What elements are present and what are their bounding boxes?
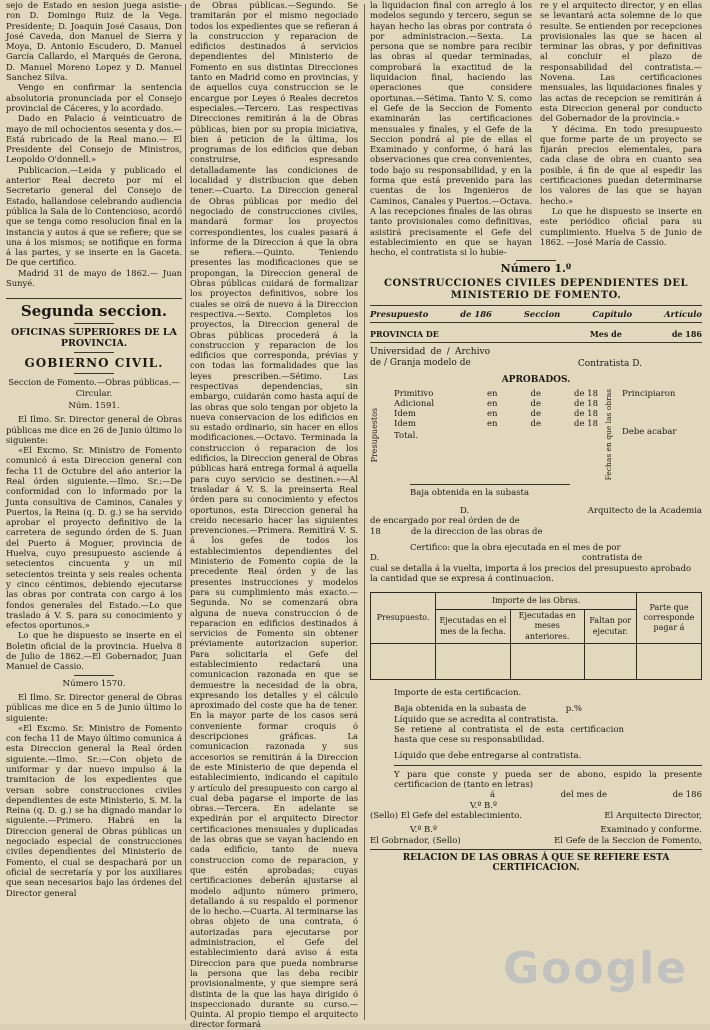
cual-text: cual se detalla á la vuelta, importa á los precios del presupuesto aprobado <box>370 563 692 574</box>
subsection-heading: Seccion de Fomento.—Obras públicas.—Circular. <box>8 377 180 398</box>
contratista-row <box>370 553 702 563</box>
paragraph: sejo de Estado en sesion juega asistie-ron D. Domingo Ruiz de la Vega. Presidente; D. Joaquin José Casaus, Don José Caveda, don Manuel de Sierra y Moya, D. Antonio Escudero, D. Manuel García Callardo, el Marqués de Gerona, D. Manuel Moreno Lopez y D. Manuel Sanchez Silva. <box>6 0 182 83</box>
paragraph: «El Excmo. Sr. Ministro de Fomento comunicó á esta Direccion general con fecha 11 de Octubre del año anterior la Real órden siguiente.—Ilmo. Sr.:—De conformidad con lo informado por la Junta consultiva de Caminos, Canales y Puertos, la Reina (q. D. g.) se ha servido aprobar el proyecto definitivo de la carretera de segundo órden de S. Juan del Puerto á Moguer, provincia de Huelva, cuyo presupuesto asciende á setecientos cincuenta y un mil setecientos treinta y seis reales ochenta y cinco céntimos, debiendo ejecutarse las obras por contrata con cargo á los fondos generales del Estado.—Lo que traslado á V. S. para su conocimiento y efectos oportunos.» <box>6 445 182 631</box>
debe-acabar-label: Debe acabar <box>622 427 677 438</box>
row-label: Adicional <box>394 399 435 410</box>
row-en: en <box>487 409 498 420</box>
percent-label: p.% <box>565 704 582 715</box>
row-label: Idem <box>394 409 416 420</box>
label-presupuesto: Presupuesto <box>370 308 429 319</box>
architect-label: Arquitecto de la Academia <box>587 506 702 517</box>
section-title: Segunda seccion. <box>20 302 168 321</box>
approved-row <box>394 389 598 399</box>
contratista-label: contratista de <box>581 553 642 564</box>
signature-row-3 <box>370 836 702 846</box>
gefe-label: (Sello) El Gefe del establecimiento. <box>370 810 522 821</box>
paragraph: Vengo en confirmar la sentencia absolutoria pronunciada por el Consejo provincial de Cáceres, y lo acordado. <box>6 82 182 113</box>
divider <box>370 342 702 343</box>
certifico-text: Certifico: que la obra ejecutada en el mes de por <box>410 542 621 553</box>
row-year: de 18 <box>574 399 598 410</box>
approved-row <box>394 409 598 419</box>
row-de: de <box>530 399 541 410</box>
row-de: de <box>530 419 541 430</box>
retiene-label: Se retiene al contratista el de esta certificacion hasta que cese su responsabilidad. <box>394 724 624 746</box>
row-en: en <box>487 399 498 410</box>
year-label: de 186 <box>672 790 702 801</box>
table-cell <box>436 643 511 679</box>
baja-obtenida-label: Baja obtenida en la subasta de <box>394 704 527 715</box>
a-label: á <box>490 790 496 801</box>
principiaron-label: Principiaron <box>622 389 676 400</box>
relacion-heading: RELACION DE LAS OBRAS Á QUE SE REFIERE ESTA CERTIFICACION. <box>402 852 670 874</box>
approved-heading: APROBADOS. <box>501 375 571 386</box>
approved-block <box>370 389 702 480</box>
row-year: de 18 <box>574 389 598 400</box>
table-row <box>371 643 702 679</box>
institution-label: Universidad de / Archivo de / Granja modelo de <box>370 347 490 369</box>
liquido-label: Líquido que se acredita al contratista. <box>394 714 559 725</box>
vertical-label-presupuestos: Presupuestos <box>370 407 379 463</box>
divider <box>370 305 702 306</box>
contratista-label: Contratista D. <box>577 358 642 369</box>
paragraph: Lo que he dispuesto se inserte en este periódico oficial para su cumplimiento. Huelva 5 de Junio de 1862. —José María de Cassio. <box>540 205 702 247</box>
column-divider <box>364 4 365 1020</box>
encargado-row <box>370 516 702 526</box>
baja-row <box>370 704 702 714</box>
signature-row-2 <box>370 825 702 835</box>
table-header: Presupuesto. <box>371 593 436 644</box>
notice-number: Núm. 1591. <box>68 400 120 411</box>
label-year: de 186 <box>671 329 702 340</box>
form-institution-row <box>370 347 702 369</box>
divider <box>74 675 114 676</box>
paragraph: «El Excmo. Sr. Ministro de Fomento con fecha 11 de Mayo último comunica á esta Direccion general la Real órden siguiente.—Ilmo. Sr.:—Con objeto de uniformar y dar nuevo impulso á la tramitacion de los expedientes que versan sobre construcciones civiles dependientes de este Ministerio, S. M. la Reina (q. D. g.) se ha dignado mandar lo siguiente.—Primero. Habrá en la Direccion general de Obras públicas un negociado especial de construcciones civiles dependientes del Ministerio de Fomento, el cual se despachará por un oficial de secretaría y por los auxiliares que sean necesarios bajo las órdenes del Director general <box>6 722 182 898</box>
direccion-label: de la direccion de las obras de <box>410 526 543 537</box>
form-title: CONSTRUCCIONES CIVILES DEPENDIENTES DEL MINISTERIO DE FOMENTO. <box>384 277 688 301</box>
importe-label: Importe de esta certificacion. <box>394 687 522 698</box>
label-mes: Mes de <box>589 329 622 340</box>
direccion-row <box>370 527 702 537</box>
paraconste-text: Y para que conste y pueda ser de abono, espido la presente certificacion de (tanto en letras) <box>394 769 702 791</box>
column-1 <box>6 0 182 1024</box>
d-label: D. <box>460 506 470 517</box>
row-de: de <box>530 409 541 420</box>
vertical-label-fechas: Fechas en que las obras <box>604 389 613 481</box>
liquido2-label: Líquido que debe entregarse al contratista. <box>394 751 582 762</box>
approved-row <box>394 399 598 409</box>
divider <box>74 323 114 324</box>
table-header: Ejecutadas en el mes de la fecha. <box>436 610 511 644</box>
label-seccion: Seccion <box>523 308 561 319</box>
signature-row <box>370 811 702 821</box>
examinado-label: Examinado y conforme. <box>600 825 702 836</box>
amounts-table <box>370 592 702 680</box>
architect-director-label: El Arquitecto Director, <box>604 810 702 821</box>
notice-number: Número 1570. <box>62 678 126 689</box>
column-divider <box>185 4 186 1020</box>
table-header: Ejecutadas en meses anteriores. <box>510 610 584 644</box>
label-provincia: PROVINCIA DE <box>370 329 439 340</box>
watermark-logo: Google <box>503 943 688 994</box>
paragraph: Publicacion.—Leida y publicado el anterior Real decreto por mí el Secretario general del Consejo de Estado, hallandose celebrando audiencia pública la Sala de lo Contencioso, acordó que se tenga como resolucion final en la instancia y autos á que se refiere; que se una á los mismos; se notifique en forma á las partes, y se inserte en la Gaceta. De que certifico. <box>6 164 182 268</box>
paragraph: Dado en Palacio á veinticuatro de mayo de mil ochocientos sesenta y dos.—Está rubricado de la Real mano.— El Presidente del Consejo de Ministros, Leopoldo O'donnell.» <box>6 113 182 165</box>
table-cell <box>584 643 636 679</box>
baja-label: Baja obtenida en la subasta <box>410 487 530 498</box>
table-row <box>371 593 702 610</box>
paragraph: Y décima. En todo presupuesto que forme parte de un proyecto se fijarán precios elementales, para cada clase de obra en cuanto sea posible, á fin de que al espedir las certificaciones puedan determinarse los valores de las que se hayan hecho.» <box>540 123 702 206</box>
row-en: en <box>487 419 498 430</box>
column-2 <box>190 0 358 1030</box>
column-3-right-text <box>540 0 702 257</box>
row-en: en <box>487 389 498 400</box>
paragraph: El Ilmo. Sr. Director general de Obras públicas me dice en 26 de Junio último lo siguiente: <box>6 414 182 445</box>
table-cell <box>371 643 436 679</box>
table-title: Importe de las Obras. <box>436 593 637 610</box>
table-header: Faltan por ejecutar. <box>584 610 636 644</box>
row-label: Idem <box>394 419 416 430</box>
approved-rows <box>384 389 598 480</box>
vb2-label: V.º B.º <box>410 825 437 836</box>
column-3-top <box>370 0 702 257</box>
year-label: 18 <box>370 526 381 537</box>
row-label: Primitivo <box>394 389 434 400</box>
form-number: Número 1.º <box>500 262 572 276</box>
total-label: Total. <box>394 431 419 442</box>
paragraph: la liquidacion final con arreglo á los modelos segundo y tercero, segun se hayan hecho las obras por contrata ó por administracion.—Sexta. La persona que se nombre para recibir las obras al quedar terminadas, comprobará la exactitud de la liquidacion final, haciendo las operaciones que considere oportunas.—Sétima. Tanto V. S. como el Gefe de la Seccion de Fomento examinarán las certificaciones mensuales y finales, y el Gefe de la Seccion pondrá al pie de ellas el Examinado y conforme, ó hará las observaciones que crea convenientes, todo bajo su responsabilidad, y en la forma que está prevenido para las cuentas de los Ingenieros de Caminos, Canales y Puertos.—Octava. A las recepciones finales de las obras tanto provisionales como definitivas, asistirá precisamente el Gefe del establecimiento en que se hayan hecho, el contratista si lo hubie- <box>370 0 532 258</box>
section-subtitle: OFICINAS SUPERIORES DE LA PROVINCIA. <box>11 327 177 350</box>
divider <box>6 298 182 299</box>
column-3-left-text <box>370 0 532 257</box>
divider <box>394 765 702 766</box>
d-label: D. <box>370 553 380 564</box>
label-capitulo: Capítulo <box>592 308 633 319</box>
divider <box>370 322 702 323</box>
table-cell <box>637 643 702 679</box>
paragraph: Madrid 31 de mayo de 1862.— Juan Sunyé. <box>6 267 182 289</box>
divider <box>74 373 114 374</box>
paragraph: El Ilmo. Sr. Director general de Obras públicas me dice en 5 de Junio último lo siguiente: <box>6 691 182 723</box>
date-row <box>370 790 702 800</box>
divider <box>410 484 570 485</box>
government-heading: GOBIERNO CIVIL. <box>24 356 164 371</box>
row-year: de 18 <box>574 409 598 420</box>
form-province-row <box>370 329 702 339</box>
architect-row <box>370 506 702 516</box>
divider <box>74 352 114 353</box>
label-year: de 186 <box>460 308 492 319</box>
delmes-label: del mes de <box>560 790 608 801</box>
encargado-label: de encargado por real órden de de <box>370 516 520 527</box>
divider <box>370 849 702 850</box>
table-cell <box>510 643 584 679</box>
label-articulo: Artículo <box>664 308 702 319</box>
paragraph: Lo que he dispuesto se inserte en el Boletin oficial de la provincia. Huelva 8 de Julio de 1862.—El Gobernador, Juan Manuel de Cassio. <box>6 630 182 672</box>
gobernador-label: El Gobrnador, (Sello) <box>370 835 461 846</box>
column-3 <box>370 0 702 1024</box>
divider <box>516 260 556 261</box>
form-header-row <box>370 309 702 319</box>
row-year: de 18 <box>574 419 598 430</box>
table-header: Parte que corresponde pagar á <box>637 593 702 644</box>
approved-row <box>394 419 598 429</box>
dates-block <box>618 389 702 480</box>
cantidad-text: la cantidad que se expresa á continuacion. <box>370 573 554 584</box>
row-de: de <box>530 389 541 400</box>
paragraph: de Obras públicas.—Segundo. Se tramitarán por el mismo negociado todos los expedientes que se refieran á la construccion y reparacion de edificios destinados á servicios dependientes del Ministerio de Fomento en sus distintas Direcciones tanto en Madrid como en provincias, y de aquellos cuya construccion se le encargue por Leyes ó Reales decretos especiales.—Tercero. Las respectivas Direcciones remitirán á la de Obras públicas, bien por su propia iniciativa, bien á peticion de la última, los programas de los edificios que deban construirse, espresando detalladamente las condiciones de localidad y distribucion que deben tener.—Cuarto. La Direccion general de Obras públicas por medio del negociado de construcciones civiles, mandará formar los proyectos correspondientes, los cuales pasará á informe de la Direccion á que la obra se refiera.—Quinto. Teniendo presentes las modificaciones que se propongan, la Direccion general de Obras públicas cuidará de formalizar los proyectos definitivos, sobre los cuales se oirá de nuevo á la Direccion respectiva.—Sexto. Completos los proyectos, la Direccion general de Obras públicas procederá á la construccion y reparacion de los edificios que corresponda, prévias y con todas las formalidades que las leyes prescriben.—Sétimo. Las respectivas dependencias, sin embargo, cuidarán como hasta aquí de las obras que solo tengan por objeto la nueva conservacion de los edificios en su estado ordinario, sin hacer en ellos modificaciones.—Octavo. Terminada la construccion ó reparacion de los edificios, la Direccion general de Obras públicas hará entrega formal á aquella para cuyo servicio se destinen.»—Al trasladar á V. S. la preinserta Real órden para su conocimiento y efectos oportunos, esta Direccion general ha creido necesario hacer las siguientes prevenciones.—Primera. Remitirá V. S. á los gefes de todos los establecimientos dependientes del Ministerio de Fomento copia de la precedente Real órden y de las presentes instrucciones y modelos para su cumplimiento más exacto.—Segunda. No se comenzará obra alguna de nueva construccion ó de reparacion en edificios destinados á servicios de Fomento sin obtener préviamente autorizacion superior. Para solicitarla el Gefe del establecimiento redactará una comunicacion razonada en que se demuestre la necesidad de la obra, expresando los detalles y el cálculo aproximado del coste que ha de tener. En la mayor parte de los casos será conveniente formar croquis ó descripciones gráficas. La comunicacion razonada y sus accesorios se remitirán á la Direccion de este Ministerio de que dependa el establecimiento, indicando el capítulo y artículo del presupuesto con cargo al cual deba pagarse el importe de las obras.—Tercera. En adelante se expedirán por el arquitecto Director certificaciones mensuales y duplicadas de las obras que se vayan haciendo en cada edificio, tanto de nueva construccion como de reparacion, y que estén aprobadas; cuyas certificaciones deberán ajustarse al modelo adjunto número primero, detallando á su respaldo el pormenor de lo hecho.—Cuarta. Al terminarse las obras objeto de una contrata, ó autorizadas para ejecutarse por administracion, el Gefe del establecimiento dará aviso á esta Direccion para que pueda nombrarse la persona que las deba recibir provisionalmente, y que siempre será distinta de la que las haya dirigido ó inspeccionado durante su curso.—Quinta. Al propio tiempo el arquitecto director formará <box>190 0 358 1030</box>
gefe-seccion-label: El Gefe de la Seccion de Fomento, <box>554 835 702 846</box>
paragraph: re y el arquitecto director, y en ellas se levantará acta solemne de lo que resulte. Se entienden por recepciones provisionales las que se hacen al terminar las obras, y por definitivas al concluir el plazo de responsabilidad del contratista.—Novena. Las certificaciones mensuales, las liquidaciones finales y las actas de recepcion se remitirán á esta Direccion general por conducto del Gobernador de la provincia.» <box>540 0 702 124</box>
vb-label: V.º B.º <box>470 800 497 811</box>
